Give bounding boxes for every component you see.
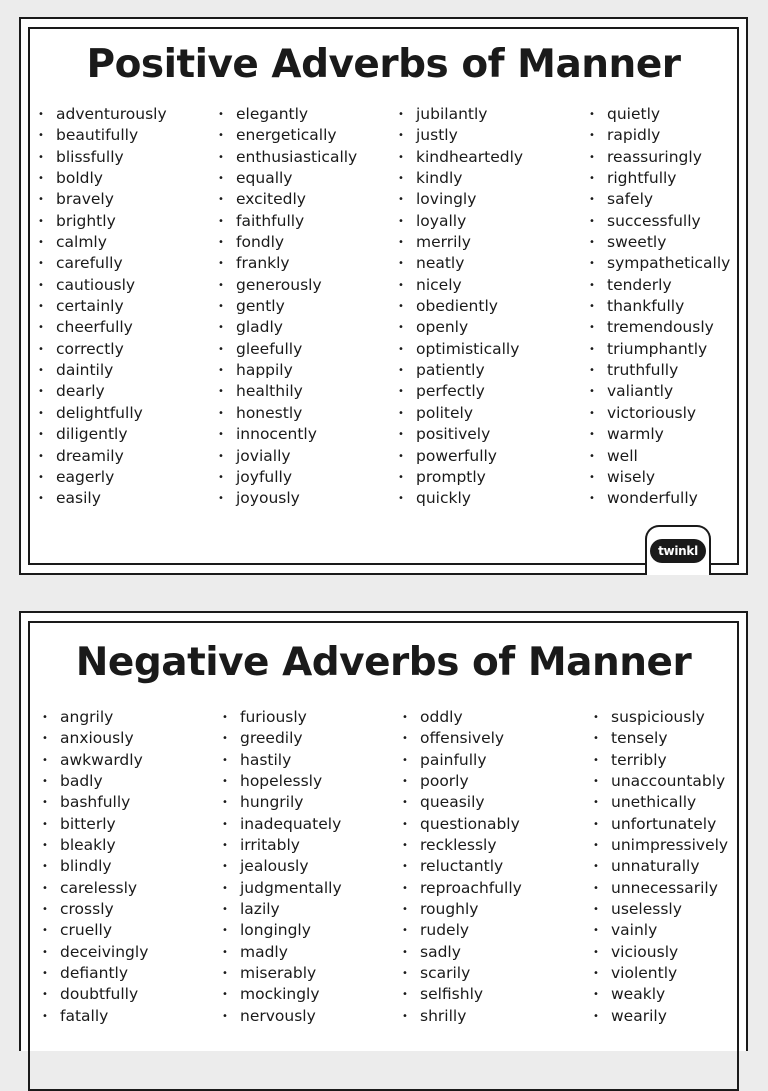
adverb-item: • diligently (38, 424, 167, 445)
adverb-item: • vainly (593, 920, 728, 941)
adverb-item: • scarily (402, 963, 522, 984)
adverb-item: • kindly (398, 168, 523, 189)
adverb-item: • viciously (593, 942, 728, 963)
adverb-item: • reassuringly (589, 147, 730, 168)
adverb-item: • uselessly (593, 899, 728, 920)
adverb-item: • weakly (593, 984, 728, 1005)
adverb-item: • tenderly (589, 275, 730, 296)
positive-column (38, 104, 167, 510)
adverb-item: • joyfully (218, 467, 357, 488)
adverb-item: • shrilly (402, 1006, 522, 1027)
adverb-item: • honestly (218, 403, 357, 424)
twinkl-logo-text: twinkl (650, 539, 706, 563)
adverb-item: • frankly (218, 253, 357, 274)
negative-column (222, 707, 342, 1027)
adverb-item: • hastily (222, 750, 342, 771)
adverb-item: • excitedly (218, 189, 357, 210)
adverb-item: • tensely (593, 728, 728, 749)
adverb-item: • bashfully (42, 792, 148, 813)
adverb-item: • openly (398, 317, 523, 338)
adverb-item: • questionably (402, 814, 522, 835)
adverb-item: • greedily (222, 728, 342, 749)
adverb-item: • angrily (42, 707, 148, 728)
adverb-item: • bitterly (42, 814, 148, 835)
adverb-item: • calmly (38, 232, 167, 253)
adverb-item: • certainly (38, 296, 167, 317)
adverb-item: • gently (218, 296, 357, 317)
adverb-item: • sadly (402, 942, 522, 963)
adverb-item: • jealously (222, 856, 342, 877)
adverb-item: • nervously (222, 1006, 342, 1027)
adverb-item: • defiantly (42, 963, 148, 984)
negative-adverbs-title: Negative Adverbs of Manner (75, 640, 692, 685)
adverb-item: • unfortunately (593, 814, 728, 835)
adverb-item: • oddly (402, 707, 522, 728)
adverb-item: • nicely (398, 275, 523, 296)
adverb-item: • tremendously (589, 317, 730, 338)
adverb-item: • eagerly (38, 467, 167, 488)
adverb-item: • unnaturally (593, 856, 728, 877)
adverb-item: • correctly (38, 339, 167, 360)
adverb-item: • irritably (222, 835, 342, 856)
adverb-item: • longingly (222, 920, 342, 941)
adverb-item: • selfishly (402, 984, 522, 1005)
adverb-item: • victoriously (589, 403, 730, 424)
adverb-item: • faithfully (218, 211, 357, 232)
adverb-item: • painfully (402, 750, 522, 771)
adverb-item: • blindly (42, 856, 148, 877)
twinkl-logo (645, 525, 711, 575)
adverb-item: • adventurously (38, 104, 167, 125)
adverb-item: • merrily (398, 232, 523, 253)
adverb-item: • recklessly (402, 835, 522, 856)
adverb-item: • warmly (589, 424, 730, 445)
adverb-item: • happily (218, 360, 357, 381)
adverb-item: • quietly (589, 104, 730, 125)
adverb-item: • delightfully (38, 403, 167, 424)
adverb-item: • daintily (38, 360, 167, 381)
adverb-item: • judgmentally (222, 878, 342, 899)
adverb-item: • safely (589, 189, 730, 210)
adverb-item: • reproachfully (402, 878, 522, 899)
adverb-item: • elegantly (218, 104, 357, 125)
adverb-item: • unimpressively (593, 835, 728, 856)
adverb-item: • crossly (42, 899, 148, 920)
adverb-item: • terribly (593, 750, 728, 771)
negative-adverbs-sheet (19, 611, 748, 1051)
adverb-item: • miserably (222, 963, 342, 984)
adverb-item: • kindheartedly (398, 147, 523, 168)
adverb-item: • joyously (218, 488, 357, 509)
adverb-item: • roughly (402, 899, 522, 920)
adverb-item: • badly (42, 771, 148, 792)
adverb-item: • carefully (38, 253, 167, 274)
adverb-item: • wisely (589, 467, 730, 488)
adverb-item: • bravely (38, 189, 167, 210)
adverb-item: • unnecessarily (593, 878, 728, 899)
adverb-item: • inadequately (222, 814, 342, 835)
adverb-item: • optimistically (398, 339, 523, 360)
adverb-item: • cruelly (42, 920, 148, 941)
adverb-item: • queasily (402, 792, 522, 813)
adverb-item: • offensively (402, 728, 522, 749)
adverb-item: • boldly (38, 168, 167, 189)
adverb-item: • easily (38, 488, 167, 509)
adverb-item: • carelessly (42, 878, 148, 899)
adverb-item: • cautiously (38, 275, 167, 296)
adverb-item: • cheerfully (38, 317, 167, 338)
adverb-item: • powerfully (398, 446, 523, 467)
adverb-item: • rapidly (589, 125, 730, 146)
positive-column (589, 104, 730, 510)
adverb-item: • brightly (38, 211, 167, 232)
adverb-item: • justly (398, 125, 523, 146)
adverb-item: • triumphantly (589, 339, 730, 360)
adverb-item: • furiously (222, 707, 342, 728)
adverb-item: • politely (398, 403, 523, 424)
adverb-item: • mockingly (222, 984, 342, 1005)
adverb-item: • unaccountably (593, 771, 728, 792)
adverb-item: • gleefully (218, 339, 357, 360)
negative-column (402, 707, 522, 1027)
adverb-item: • innocently (218, 424, 357, 445)
adverb-item: • fatally (42, 1006, 148, 1027)
adverb-item: • doubtfully (42, 984, 148, 1005)
adverb-item: • equally (218, 168, 357, 189)
adverb-item: • gladly (218, 317, 357, 338)
adverb-item: • wonderfully (589, 488, 730, 509)
adverb-item: • deceivingly (42, 942, 148, 963)
adverb-item: • madly (222, 942, 342, 963)
adverb-item: • obediently (398, 296, 523, 317)
adverb-item: • generously (218, 275, 357, 296)
adverb-item: • hopelessly (222, 771, 342, 792)
adverb-item: • thankfully (589, 296, 730, 317)
adverb-item: • truthfully (589, 360, 730, 381)
positive-column (398, 104, 523, 510)
adverb-item: • jovially (218, 446, 357, 467)
adverb-item: • perfectly (398, 381, 523, 402)
adverb-item: • sympathetically (589, 253, 730, 274)
adverb-item: • positively (398, 424, 523, 445)
adverb-item: • loyally (398, 211, 523, 232)
negative-adverbs-frame (28, 621, 739, 1091)
adverb-item: • healthily (218, 381, 357, 402)
adverb-item: • successfully (589, 211, 730, 232)
adverb-item: • dreamily (38, 446, 167, 467)
positive-adverbs-sheet (19, 17, 748, 575)
positive-adverbs-title: Positive Adverbs of Manner (86, 42, 681, 87)
adverb-item: • well (589, 446, 730, 467)
adverb-item: • enthusiastically (218, 147, 357, 168)
adverb-item: • reluctantly (402, 856, 522, 877)
adverb-item: • violently (593, 963, 728, 984)
positive-adverbs-frame (28, 27, 739, 565)
adverb-item: • lazily (222, 899, 342, 920)
adverb-item: • fondly (218, 232, 357, 253)
adverb-item: • promptly (398, 467, 523, 488)
adverb-item: • sweetly (589, 232, 730, 253)
adverb-item: • neatly (398, 253, 523, 274)
adverb-item: • patiently (398, 360, 523, 381)
adverb-item: • poorly (402, 771, 522, 792)
adverb-item: • anxiously (42, 728, 148, 749)
negative-column (42, 707, 148, 1027)
negative-column (593, 707, 728, 1027)
adverb-item: • unethically (593, 792, 728, 813)
adverb-item: • wearily (593, 1006, 728, 1027)
adverb-item: • suspiciously (593, 707, 728, 728)
adverb-item: • bleakly (42, 835, 148, 856)
adverb-item: • quickly (398, 488, 523, 509)
adverb-item: • beautifully (38, 125, 167, 146)
adverb-item: • rightfully (589, 168, 730, 189)
adverb-item: • hungrily (222, 792, 342, 813)
adverb-item: • energetically (218, 125, 357, 146)
adverb-item: • awkwardly (42, 750, 148, 771)
adverb-item: • dearly (38, 381, 167, 402)
adverb-item: • rudely (402, 920, 522, 941)
adverb-item: • jubilantly (398, 104, 523, 125)
adverb-item: • blissfully (38, 147, 167, 168)
adverb-item: • valiantly (589, 381, 730, 402)
positive-column (218, 104, 357, 510)
adverb-item: • lovingly (398, 189, 523, 210)
